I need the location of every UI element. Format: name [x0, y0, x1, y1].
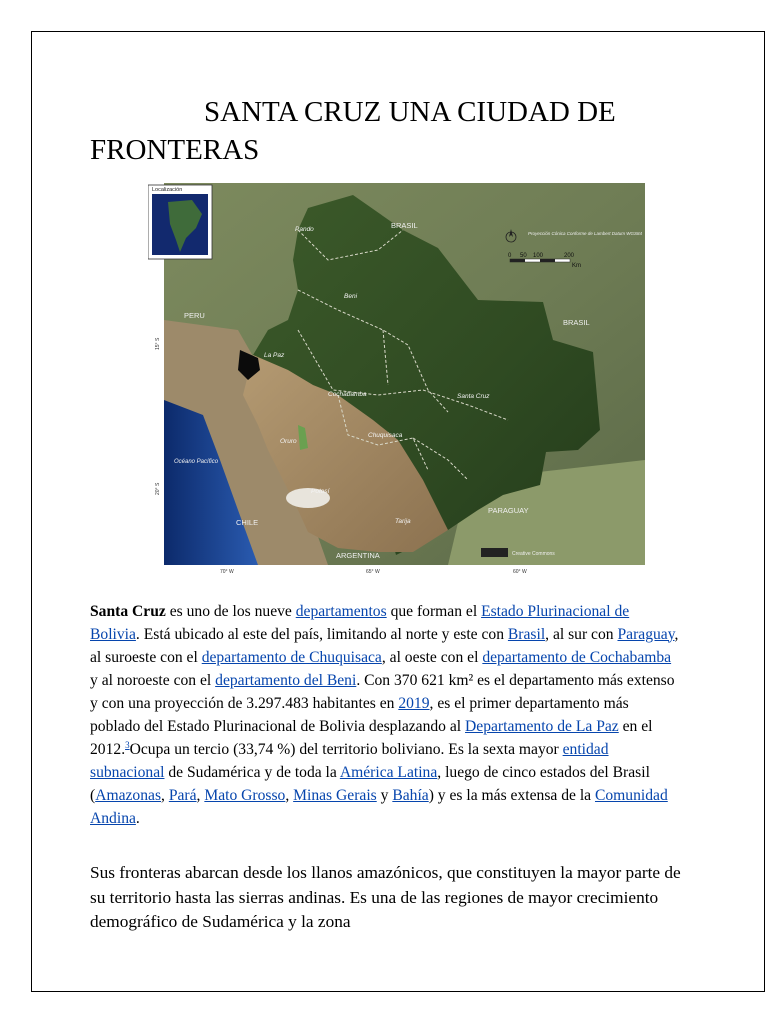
link-minas-gerais[interactable]: Minas Gerais: [293, 786, 377, 804]
longitude-label-65: 65° W: [366, 569, 380, 575]
label-potosi: Potosí: [311, 488, 330, 495]
link-entidad-subnacional[interactable]: entidad subnacional: [90, 740, 609, 781]
text-segment: , luego de cinco estados del Brasil (: [90, 763, 650, 804]
map-projection-note: Proyección Cónica Conforme de Lambert Datum WGS84: [528, 231, 643, 236]
link-estado-plurinacional-de-bolivia[interactable]: Estado Plurinacional de Bolivia: [90, 602, 630, 643]
license-badge: [481, 548, 508, 557]
link-amazonas[interactable]: Amazonas: [95, 786, 162, 804]
label-ocean: Océano Pacífico: [174, 459, 219, 465]
title-line-1: SANTA CRUZ UNA CIUDAD DE: [204, 96, 616, 128]
label-tarija: Tarija: [395, 518, 411, 525]
text-segment: ,: [196, 786, 205, 804]
label-brasil-east: BRASIL: [563, 318, 590, 327]
latitude-label-20: 20° S: [155, 482, 161, 495]
label-santa-cruz: Santa Cruz: [457, 393, 490, 400]
latitude-label-15: 15° S: [155, 337, 161, 350]
label-brasil-north: BRASIL: [391, 221, 418, 230]
label-chile: CHILE: [236, 518, 259, 527]
link-reference-3[interactable]: 3: [125, 739, 130, 750]
link-departamento-de-chuquisaca[interactable]: departamento de Chuquisaca: [201, 648, 382, 666]
license-text: Creative Commons: [512, 551, 555, 557]
paragraph-santa-cruz: [90, 600, 680, 830]
scale-label-0: 0: [508, 253, 512, 259]
link-departamentos[interactable]: departamentos: [295, 602, 387, 620]
label-la-paz: La Paz: [264, 352, 285, 359]
text-segment: .: [135, 809, 140, 827]
label-oruro: Oruro: [280, 438, 297, 445]
text-segment: Ocupa un tercio (33,74 %) del territorio boliviano. Es la sexta mayor: [129, 740, 563, 758]
bold-santa-cruz: Santa Cruz: [90, 602, 166, 620]
scale-label-unit: Km: [572, 263, 581, 269]
link-comunidad-andina[interactable]: Comunidad Andina: [90, 786, 668, 827]
text-segment: ,: [285, 786, 294, 804]
label-pando: Pando: [295, 226, 314, 233]
link-departamento-de-la-paz[interactable]: Departamento de La Paz: [465, 717, 619, 735]
text-segment: que forman el: [386, 602, 482, 620]
text-segment: , es el primer departamento más poblado del Estado Plurinacional de Bolivia desplazando al: [90, 694, 629, 735]
label-peru: PERU: [184, 311, 205, 320]
link-bahia[interactable]: Bahía: [392, 786, 429, 804]
label-chuquisaca: Chuquisaca: [368, 432, 403, 439]
text-segment: . Con 370 621 km² es el departamento más extenso y con una proyección de 3.297.483 habitantes en: [90, 671, 675, 712]
text-segment: , al sur con: [545, 625, 618, 643]
page-title: [90, 93, 690, 169]
text-segment: , al suroeste con el: [90, 625, 679, 666]
link-2019[interactable]: 2019: [398, 694, 430, 712]
bolivia-satellite-map: [148, 180, 648, 576]
link-departamento-del-beni[interactable]: departamento del Beni: [215, 671, 357, 689]
text-segment: en el 2012.: [90, 717, 653, 758]
scale-label-100: 100: [533, 253, 544, 259]
label-beni: Beni: [344, 293, 358, 300]
link-america-latina[interactable]: América Latina: [339, 763, 438, 781]
link-paraguay[interactable]: Paraguay: [617, 625, 675, 643]
text-segment: , al oeste con el: [381, 648, 483, 666]
label-argentina: ARGENTINA: [336, 551, 380, 560]
inset-map-label: Localización: [152, 187, 183, 193]
label-paraguay: PARAGUAY: [488, 506, 529, 515]
text-segment: ) y es la más extensa de la: [428, 786, 595, 804]
scale-label-50: 50: [520, 253, 527, 259]
link-para[interactable]: Pará: [168, 786, 197, 804]
text-segment: y: [376, 786, 393, 804]
longitude-label-70: 70° W: [220, 569, 234, 575]
link-mato-grosso[interactable]: Mato Grosso: [204, 786, 286, 804]
text-segment: ,: [161, 786, 169, 804]
scale-bar: [510, 259, 570, 262]
scale-label-200: 200: [564, 253, 575, 259]
text-segment: . Está ubicado al este del país, limitando al norte y este con: [135, 625, 508, 643]
link-brasil[interactable]: Brasil: [507, 625, 546, 643]
longitude-label-60: 60° W: [513, 569, 527, 575]
label-cochabamba: Cochabamba: [328, 391, 367, 398]
text-segment: de Sudamérica y de toda la: [164, 763, 340, 781]
title-line-2: FRONTERAS: [90, 134, 260, 166]
text-segment: y al noroeste con el: [90, 671, 216, 689]
paragraph-fronteras: Sus fronteras abarcan desde los llanos amazónicos, que constituyen la mayor parte de su territorio hasta las sierras andinas. Es una de las regiones de mayor crecimiento demográfico de Sudamérica y la zona: [90, 863, 681, 932]
text-segment: es uno de los nueve: [165, 602, 296, 620]
link-departamento-de-cochabamba[interactable]: departamento de Cochabamba: [482, 648, 672, 666]
